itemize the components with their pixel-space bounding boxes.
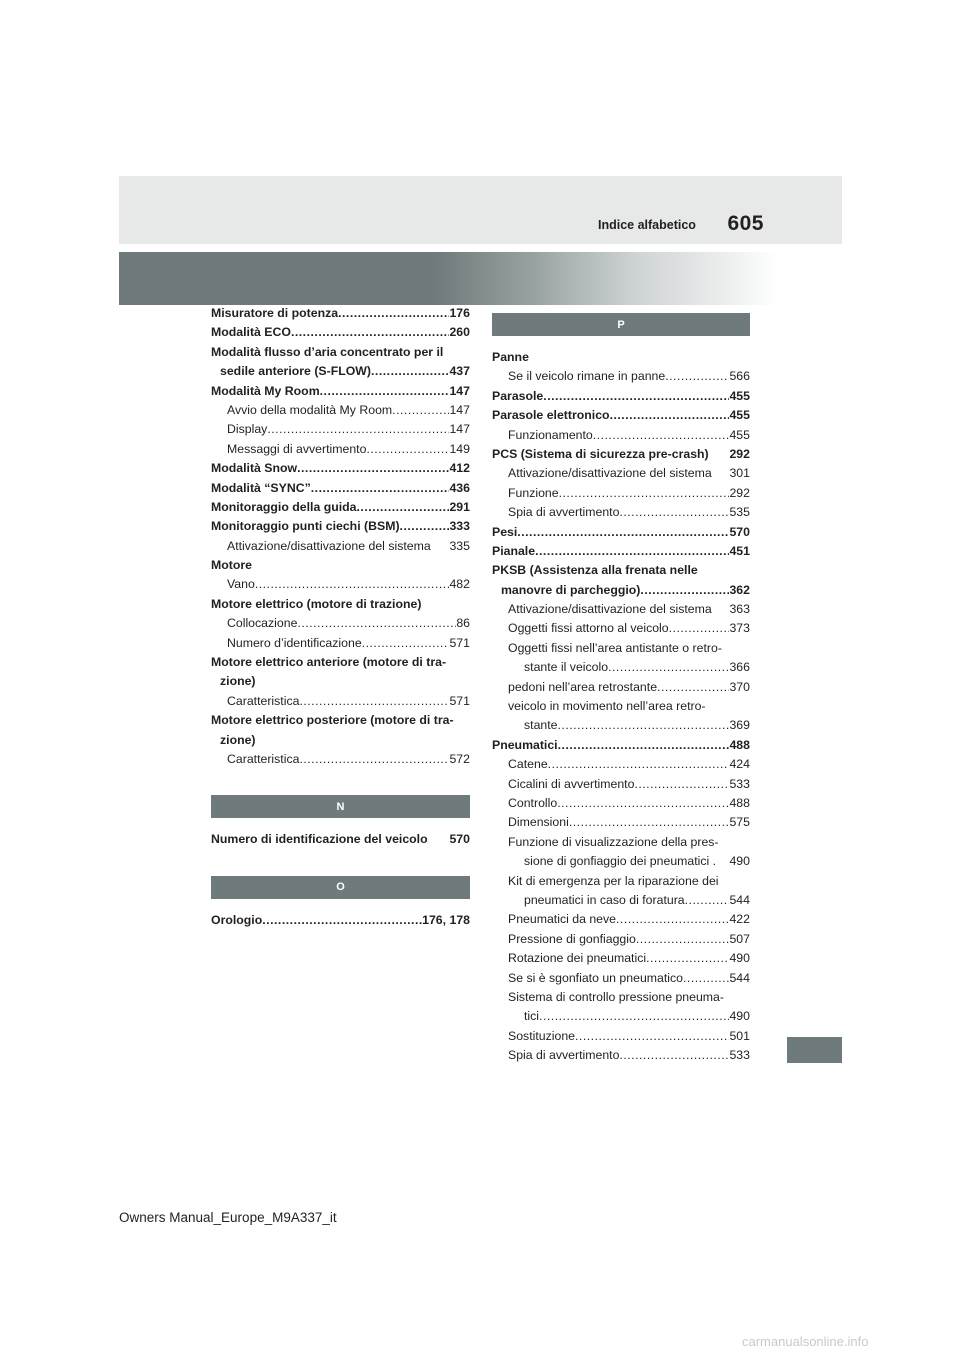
index-entry	[492, 738, 750, 757]
letter-heading-n: N	[211, 795, 470, 818]
index-entry-page: 482	[449, 577, 470, 592]
dot-leader	[299, 752, 449, 766]
index-entry-page: 373	[729, 621, 750, 636]
index-entry	[492, 912, 750, 931]
index-entry	[492, 757, 750, 776]
index-entry	[492, 699, 750, 718]
index-entry-page: 507	[729, 931, 750, 946]
dot-leader	[392, 403, 449, 417]
index-entry	[492, 835, 750, 854]
index-entry-text: Orologio	[211, 912, 263, 927]
index-entry	[211, 364, 470, 383]
index-entry	[492, 990, 750, 1009]
index-entry-text: Caratteristica	[227, 751, 300, 766]
index-entry-page: 501	[729, 1028, 750, 1043]
index-entry-text: Pneumatici	[492, 737, 558, 752]
index-entry	[492, 971, 750, 990]
index-entry-page: 437	[449, 364, 470, 379]
index-entry-text: stante	[524, 718, 558, 733]
index-entry-page: 422	[729, 912, 750, 927]
index-entry-page: 176	[449, 306, 470, 320]
index-entry-text: Messaggi di avvertimento	[227, 441, 367, 456]
index-entry	[492, 796, 750, 815]
dot-leader	[543, 389, 729, 403]
dot-leader	[640, 583, 729, 597]
index-entry	[492, 660, 750, 679]
dot-leader	[557, 796, 729, 810]
dot-leader	[685, 893, 730, 907]
index-entry-text: manovre di parcheggio)	[501, 582, 641, 597]
index-entry-text: PCS (Sistema di sicurezza pre-crash)	[492, 446, 709, 461]
index-entry	[492, 641, 750, 660]
index-entry	[211, 500, 470, 519]
index-entry-page: 363	[729, 602, 750, 617]
index-entry	[211, 832, 470, 851]
index-entry-text: Sistema di controllo pressione pneuma-	[508, 989, 724, 1004]
index-entry	[492, 447, 750, 466]
index-entry-page: 455	[729, 427, 750, 442]
index-entry-text: Se il veicolo rimane in panne	[508, 369, 666, 384]
dot-leader	[297, 461, 449, 475]
index-entry	[211, 694, 470, 713]
index-entry	[492, 389, 750, 408]
index-entry-text: Motore	[211, 558, 252, 573]
index-entry-text: Display	[227, 422, 268, 437]
index-entry-page: 533	[729, 1048, 750, 1063]
index-entry	[211, 655, 470, 674]
index-entry-page: 292	[729, 485, 750, 500]
index-entry-text: Attivazione/disattivazione del sistema	[227, 538, 431, 553]
dot-leader	[619, 505, 729, 519]
index-entry-page: 333	[449, 519, 470, 534]
dot-leader	[558, 738, 730, 752]
dot-leader	[297, 616, 456, 630]
index-entry-page: 488	[729, 795, 750, 810]
index-entry-page: 335	[449, 538, 470, 553]
index-entry-text: Modalità ECO	[211, 325, 291, 340]
dot-leader	[646, 951, 729, 965]
index-entry-text: Modalità flusso d’aria concentrato per il	[211, 344, 444, 359]
index-entry	[492, 1009, 750, 1028]
index-entry-text: Caratteristica	[227, 693, 300, 708]
index-entry	[492, 369, 750, 388]
index-entry-page: 412	[449, 461, 470, 476]
index-entry-page: 369	[729, 718, 750, 733]
dot-leader	[255, 577, 450, 591]
index-entry	[211, 442, 470, 461]
index-entry-page: 571	[449, 693, 470, 708]
index-entry-text: zione)	[220, 732, 256, 747]
decorative-band	[119, 252, 779, 305]
index-entry	[211, 384, 470, 403]
dot-leader	[548, 757, 730, 771]
index-entry-page: 544	[729, 970, 750, 985]
index-entry-text: Oggetti fissi nell’area antistante o retro-	[508, 640, 722, 655]
index-entry-text: Oggetti fissi attorno al veicolo	[508, 621, 669, 636]
index-entry	[492, 408, 750, 427]
dot-leader	[338, 306, 449, 320]
index-entry	[492, 874, 750, 893]
index-entry-text: stante il veicolo	[524, 660, 609, 675]
index-entry	[211, 597, 470, 616]
thumb-tab-marker	[787, 1037, 842, 1063]
dot-leader	[362, 636, 450, 650]
index-entry-text: pneumatici in caso di foratura	[524, 892, 685, 907]
index-entry-text: Attivazione/disattivazione del sistema	[508, 466, 712, 481]
index-entry-text: Motore elettrico (motore di trazione)	[211, 596, 422, 611]
index-entry-page: 86	[456, 616, 470, 631]
index-entry-page: 544	[729, 892, 750, 907]
dot-leader	[400, 519, 450, 533]
index-entry-text: tici	[524, 1009, 540, 1024]
index-entry-page: 370	[729, 679, 750, 694]
index-entry-page: 566	[729, 369, 750, 384]
index-entry	[492, 428, 750, 447]
index-entry	[492, 621, 750, 640]
index-entry-page: 436	[449, 480, 470, 495]
index-entry-page: 490	[729, 1009, 750, 1024]
index-entry	[211, 422, 470, 441]
index-entry	[211, 403, 470, 422]
index-entry-page: 147	[449, 402, 470, 417]
index-entry	[211, 616, 470, 635]
index-entry-text: Sostituzione	[508, 1028, 575, 1043]
index-entry-page: 533	[729, 776, 750, 791]
index-entries-n	[211, 832, 470, 851]
dot-leader	[634, 777, 729, 791]
index-entry-text: Avvio della modalità My Room	[227, 402, 393, 417]
dot-leader	[366, 442, 449, 456]
dot-leader	[569, 815, 730, 829]
index-entry-page: 455	[729, 388, 750, 403]
dot-leader	[267, 422, 449, 436]
index-entry-text: Rotazione dei pneumatici	[508, 951, 647, 966]
index-entry-text: Se si è sgonfiato un pneumatico	[508, 970, 684, 985]
index-entry-text: zione)	[220, 674, 256, 689]
index-entry-text: Kit di emergenza per la riparazione dei	[508, 873, 719, 888]
index-entry-text: PKSB (Assistenza alla frenata nelle	[492, 563, 698, 578]
index-entry	[492, 718, 750, 737]
index-entry-text: Pesi	[492, 524, 518, 539]
index-entry	[492, 777, 750, 796]
dot-leader	[299, 694, 449, 708]
index-entry	[211, 713, 470, 732]
index-entry-page: 575	[729, 815, 750, 830]
index-entry	[492, 544, 750, 563]
index-entry-text: Spia di avvertimento	[508, 1048, 620, 1063]
index-entry-text: Catene	[508, 757, 548, 772]
index-entry-text: Parasole elettronico	[492, 408, 610, 423]
index-entry-page: 147	[449, 383, 470, 398]
index-entry-text: Funzione di visualizzazione della pres-	[508, 834, 719, 849]
dot-leader	[657, 680, 729, 694]
index-entries-p	[492, 350, 750, 1067]
index-entry	[211, 733, 470, 752]
index-entry	[211, 461, 470, 480]
watermark: carmanualsonline.info	[742, 1334, 869, 1349]
dot-leader	[371, 364, 449, 378]
index-entry-text: veicolo in movimento nell’area retro-	[508, 699, 706, 714]
index-entry-text: Modalità “SYNC”	[211, 480, 311, 495]
dot-leader	[665, 369, 729, 383]
index-entry	[492, 525, 750, 544]
dot-leader	[610, 408, 730, 422]
index-entry-text: Motore elettrico posteriore (motore di tra-	[211, 713, 454, 728]
index-entry-text: Funzionamento	[508, 427, 593, 442]
index-entry-text: Numero di identificazione del veicolo	[211, 832, 428, 847]
index-entry	[492, 680, 750, 699]
dot-leader	[608, 660, 729, 674]
index-entry-page: 571	[449, 635, 470, 650]
index-entry	[492, 466, 750, 485]
index-entry	[211, 325, 470, 344]
index-entry-text: Pianale	[492, 543, 536, 558]
index-entry-page: 147	[449, 422, 470, 437]
index-entry-text: Modalità Snow	[211, 461, 298, 476]
index-entry-page: 292	[729, 446, 750, 461]
index-entry-text: Collocazione	[227, 616, 298, 631]
index-entry-page: 301	[729, 466, 750, 481]
index-entry-text: Misuratore di potenza	[211, 306, 339, 320]
dot-leader	[636, 932, 730, 946]
index-entry-page: 570	[729, 524, 750, 539]
section-title: Indice alfabetico	[598, 218, 696, 232]
index-entry	[211, 913, 470, 932]
index-entry	[211, 577, 470, 596]
letter-heading-o: O	[211, 876, 470, 899]
index-entry	[492, 932, 750, 951]
dot-leader	[311, 481, 450, 495]
index-entry	[492, 1029, 750, 1048]
index-entry-text: sedile anteriore (S-FLOW)	[220, 364, 371, 379]
index-entry	[211, 674, 470, 693]
index-entry	[211, 558, 470, 577]
index-entry	[211, 636, 470, 655]
index-entry	[211, 539, 470, 558]
dot-leader	[575, 1029, 729, 1043]
index-entry-page: 490	[729, 854, 750, 869]
dot-leader	[616, 912, 729, 926]
index-entry-page: 366	[729, 660, 750, 675]
dot-leader	[683, 971, 729, 985]
dot-leader	[517, 525, 729, 539]
index-entry-text: Parasole	[492, 388, 544, 403]
index-entry-page: 451	[729, 543, 750, 558]
index-entry-text: pedoni nell’area retrostante	[508, 679, 658, 694]
dot-leader	[539, 1009, 729, 1023]
index-entry-page: 176, 178	[422, 912, 470, 927]
index-entry-text: Panne	[492, 350, 529, 364]
index-entry-text: Numero d’identificazione	[227, 635, 362, 650]
index-entry-page: 490	[729, 951, 750, 966]
index-entry-text: Cicalini di avvertimento	[508, 776, 635, 791]
index-entry	[211, 752, 470, 771]
index-entry-text: Monitoraggio punti ciechi (BSM)	[211, 519, 400, 534]
index-entry	[492, 486, 750, 505]
index-entry-text: Spia di avvertimento	[508, 505, 620, 520]
index-entry	[492, 854, 750, 873]
index-entry-page: 149	[449, 441, 470, 456]
index-entry-text: Pneumatici da neve	[508, 912, 617, 927]
index-entry-text: Vano	[227, 577, 255, 592]
index-entry-text: Funzione	[508, 485, 559, 500]
index-entry-page: 535	[729, 505, 750, 520]
index-entry	[492, 350, 750, 369]
dot-leader	[669, 621, 730, 635]
index-entry-text: Monitoraggio della guida	[211, 499, 357, 514]
index-entry	[211, 345, 470, 364]
index-entries-o	[211, 913, 470, 932]
index-entry-text: Modalità My Room	[211, 383, 320, 398]
left-column	[211, 306, 470, 932]
letter-heading-p: P	[492, 313, 750, 336]
footer-text: Owners Manual_Europe_M9A337_it	[119, 1210, 337, 1225]
index-entry	[211, 306, 470, 325]
index-entry-text: Controllo	[508, 795, 558, 810]
index-entry	[492, 815, 750, 834]
index-entry	[492, 1048, 750, 1067]
index-entry-text: Pressione di gonfiaggio	[508, 931, 636, 946]
index-entry-page: 260	[449, 325, 470, 340]
right-column	[492, 306, 750, 1067]
dot-leader	[559, 486, 730, 500]
index-entry	[492, 583, 750, 602]
dot-leader	[535, 544, 729, 558]
dot-leader	[262, 913, 422, 927]
dot-leader	[558, 718, 730, 732]
index-entry	[211, 519, 470, 538]
dot-leader	[593, 428, 730, 442]
index-entry	[492, 505, 750, 524]
index-entry-page: 572	[449, 751, 470, 766]
dot-leader	[291, 325, 450, 339]
index-entry	[211, 481, 470, 500]
index-entry-text: sione di gonfiaggio dei pneumatici .	[524, 854, 717, 869]
index-entry-text: Attivazione/disattivazione del sistema	[508, 602, 712, 617]
index-entry-text: Motore elettrico anteriore (motore di tra-	[211, 655, 447, 670]
index-entry-text: Dimensioni	[508, 815, 569, 830]
index-entry	[492, 602, 750, 621]
index-entry	[492, 951, 750, 970]
index-entry-page: 488	[729, 737, 750, 752]
index-entry-page: 570	[449, 832, 470, 847]
dot-leader	[320, 384, 450, 398]
page-number: 605	[727, 212, 764, 235]
index-entry-page: 362	[729, 582, 750, 597]
dot-leader	[619, 1048, 729, 1062]
dot-leader	[357, 500, 450, 514]
index-entry	[492, 893, 750, 912]
index-entries-left	[211, 306, 470, 771]
index-entry-page: 424	[729, 757, 750, 772]
index-entry-page: 455	[729, 408, 750, 423]
index-entry	[492, 563, 750, 582]
index-entry-page: 291	[449, 499, 470, 514]
